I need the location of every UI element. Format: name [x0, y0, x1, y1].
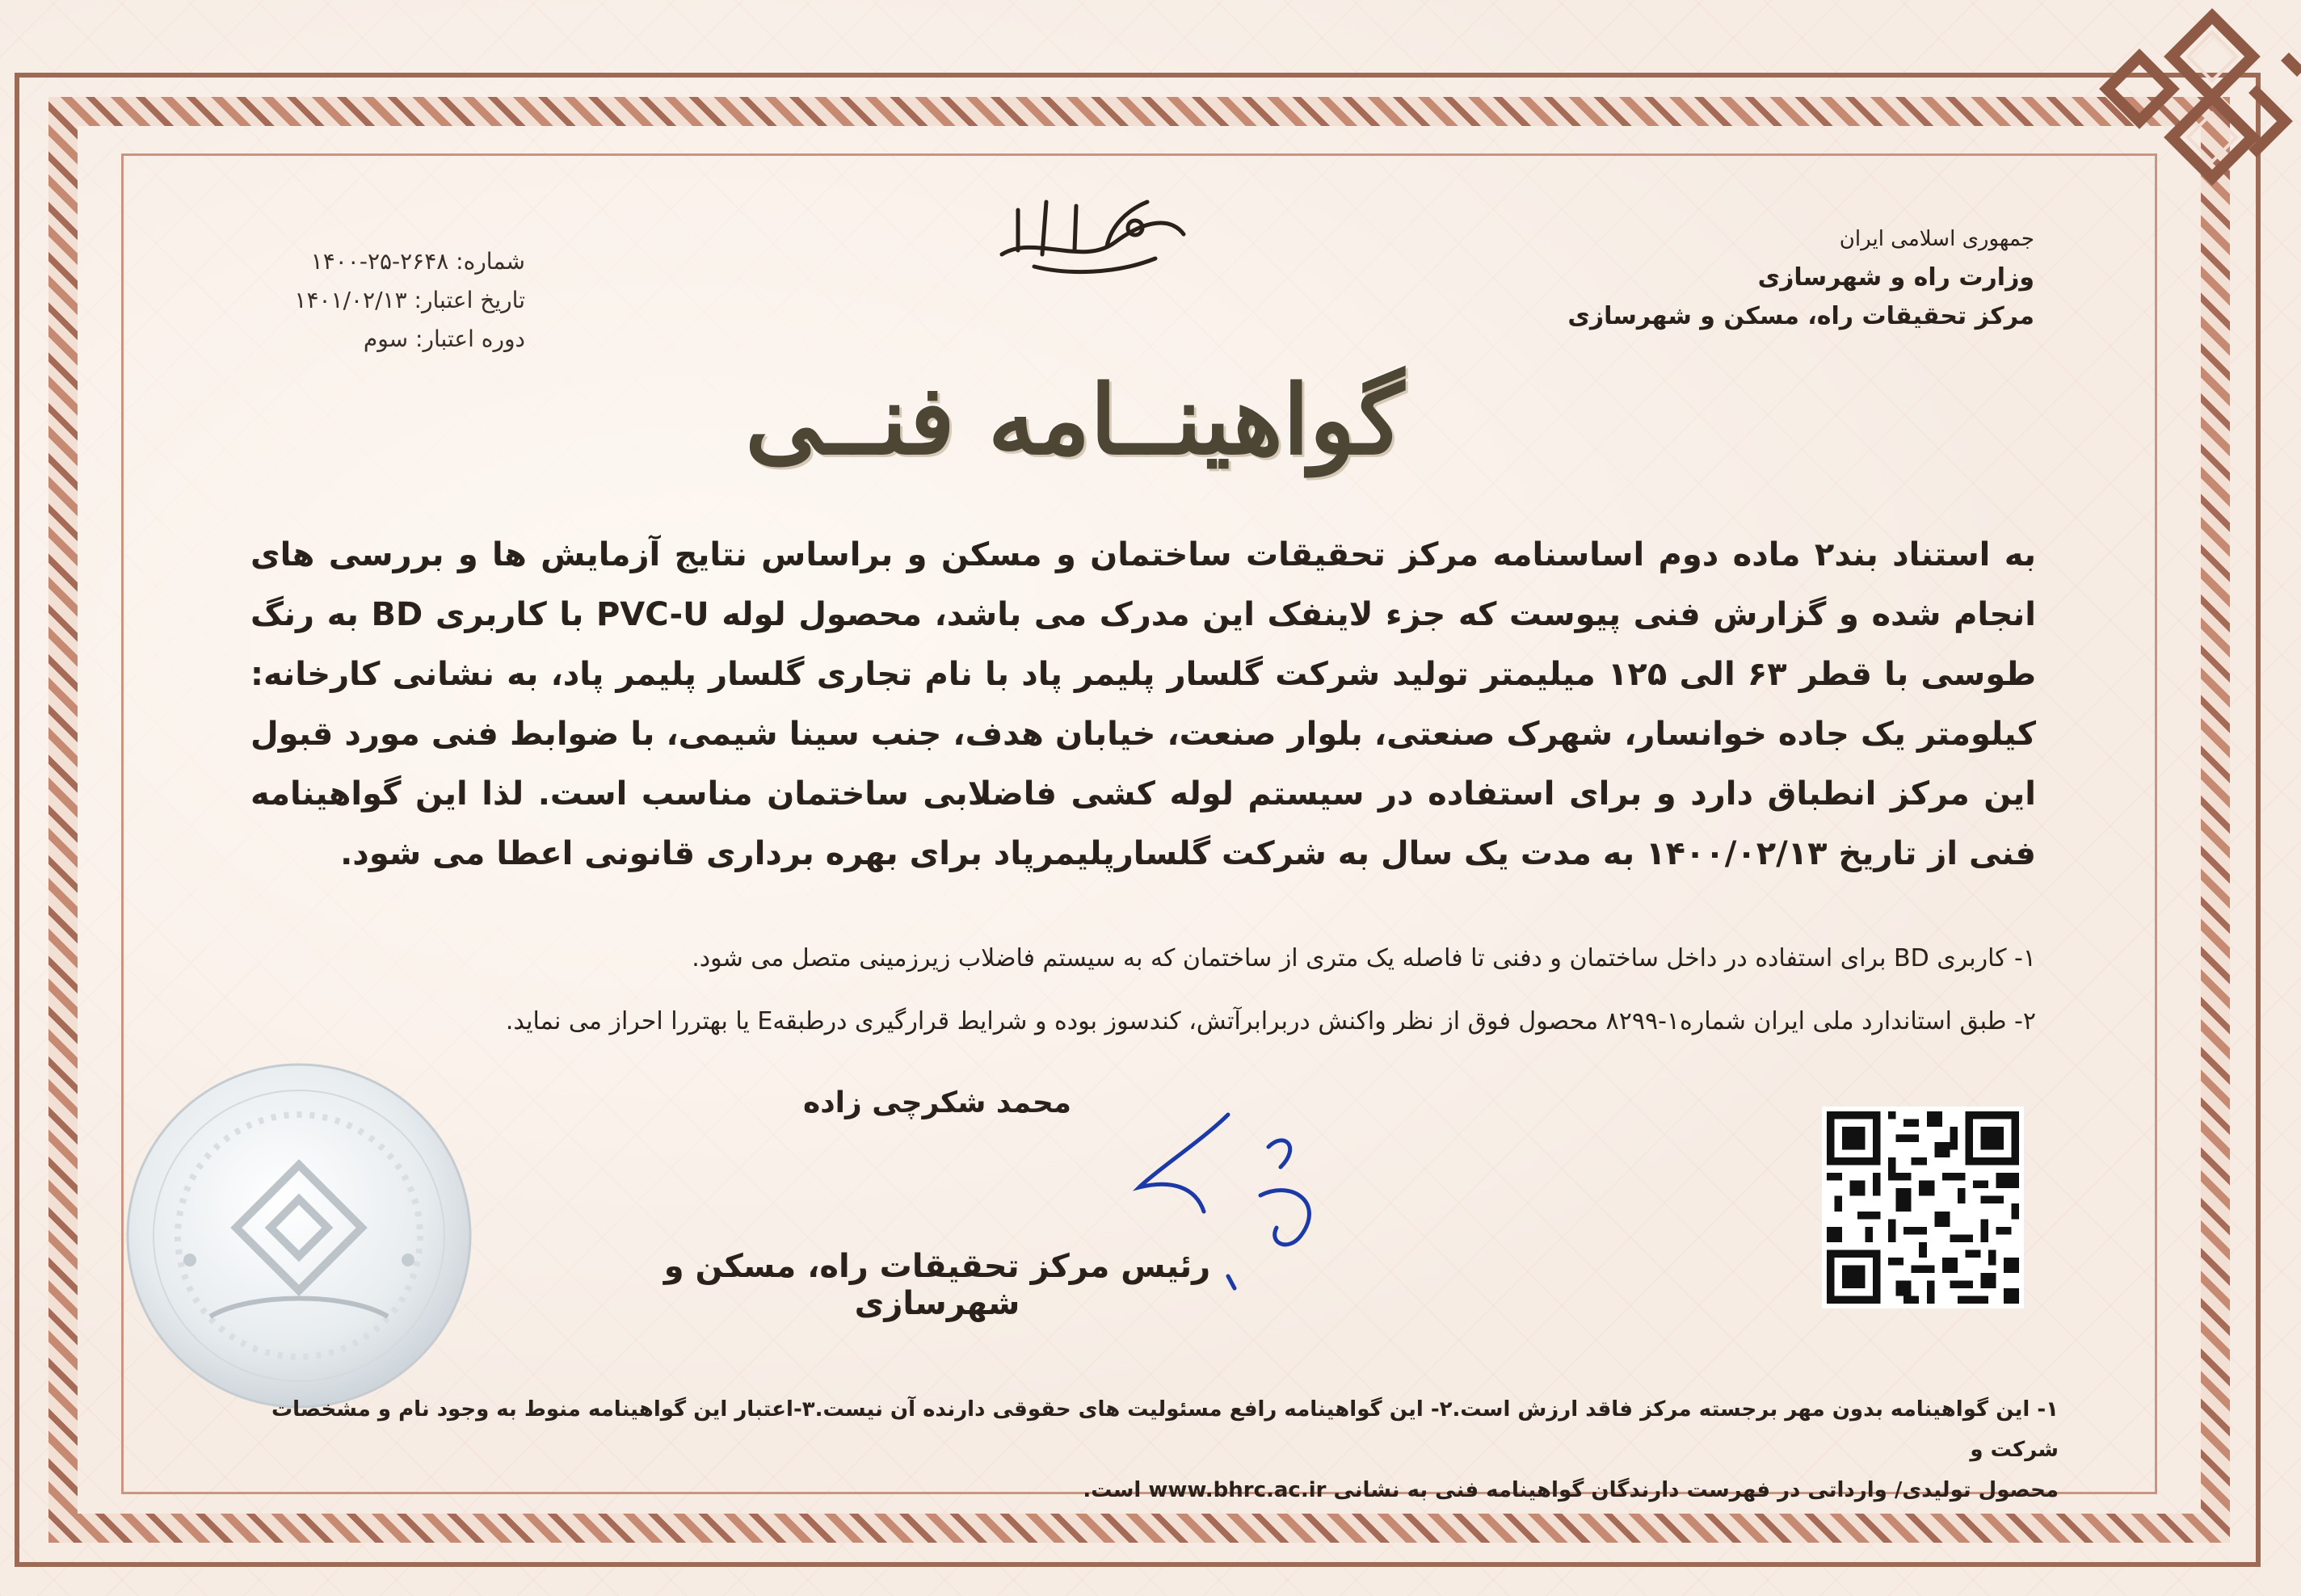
issuer-block — [1567, 220, 2034, 336]
certificate-number: شماره: ۲۶۴۸-۲۵-۱۴۰۰ — [310, 248, 525, 275]
embossed-seal-icon — [113, 1058, 485, 1413]
footer-line: ۱- این گواهینامه بدون مهر برجسته مرکز فاقد ارزش است.۲- این گواهینامه رافع مسئولیت های حقوقی دارنده آن نیست.۳-اعتبار این گواهینامه منوط به وجود نام و مشخصات شرکت و — [271, 1397, 2059, 1462]
corner-ornament-icon — [2091, 0, 2301, 194]
signer-title: رئیس مرکز تحقیقات راه، مسکن و شهرسازی — [663, 1248, 1211, 1322]
basmala-calligraphy — [986, 178, 1196, 283]
certificate-meta — [218, 242, 525, 359]
body-paragraph: به استناد بند۲ ماده دوم اساسنامه مرکز تحقیقات ساختمان و مسکن و براساس نتایج آزمایش ها و بررسی های انجام شده و گزارش فنی پیوست که جزء لاینفک این مدرک می باشد، محصول لوله PVC-U با کاربری BD به رنگ طوسی با قطر ۶۳ الی ۱۲۵ میلیمتر تولید شرکت گلسار پلیمر پاد با نام تجاری گلسار پلیمر پاد، به نشانی کارخانه: کیلومتر یک جاده خوانسار، شهرک صنعتی، بلوار صنعت، خیابان هدف، جنب سینا شیمی، با ضوابط فنی مورد قبول این مرکز انطباق دارد و برای استفاده در سیستم لوله کشی فاضلابی ساختمان مناسب است. لذا این گواهینامه فنی از تاریخ ۱۴۰۰/۰۲/۱۳ به مدت یک سال به شرکت گلسارپلیمرپاد برای بهره برداری قانونی اعطا می شود. — [250, 536, 2036, 872]
validity-period: دوره اعتبار: سوم — [363, 326, 525, 352]
notes-list — [250, 927, 2036, 1053]
validity-date: تاریخ اعتبار: ۱۴۰۱/۰۲/۱۳ — [294, 287, 525, 313]
footer-disclaimer — [249, 1389, 2059, 1510]
certificate-title: گواهینــامه فنــی — [745, 363, 1404, 476]
certificate-body — [250, 525, 2036, 884]
note-item: ۱- کاربری BD برای استفاده در داخل ساختمان و دفنی تا فاصله یک متری از ساختمان که به سیستم فاضلاب زیرزمینی متصل می شود. — [692, 944, 2036, 972]
signer-name: محمد شکرچی زاده — [802, 1086, 1072, 1119]
issuer-line-ministry: وزارت راه و شهرسازی — [1757, 263, 2034, 292]
footer-line: محصول تولیدی/ وارداتی در فهرست دارندگان گواهینامه فنی به نشانی www.bhrc.ac.ir است. — [1083, 1478, 2059, 1502]
note-item: ۲- طبق استاندارد ملی ایران شماره۱-۸۲۹۹ محصول فوق از نظر واکنش دربرابرآتش، کندسوز بوده و شرایط قرارگیری درطبقهE یا بهتررا احراز می نماید. — [505, 1007, 2036, 1035]
issuer-line-center: مرکز تحقیقات راه، مسکن و شهرسازی — [1567, 302, 2034, 330]
issuer-line-country: جمهوری اسلامی ایران — [1839, 227, 2034, 251]
qr-code — [1822, 1107, 2024, 1308]
